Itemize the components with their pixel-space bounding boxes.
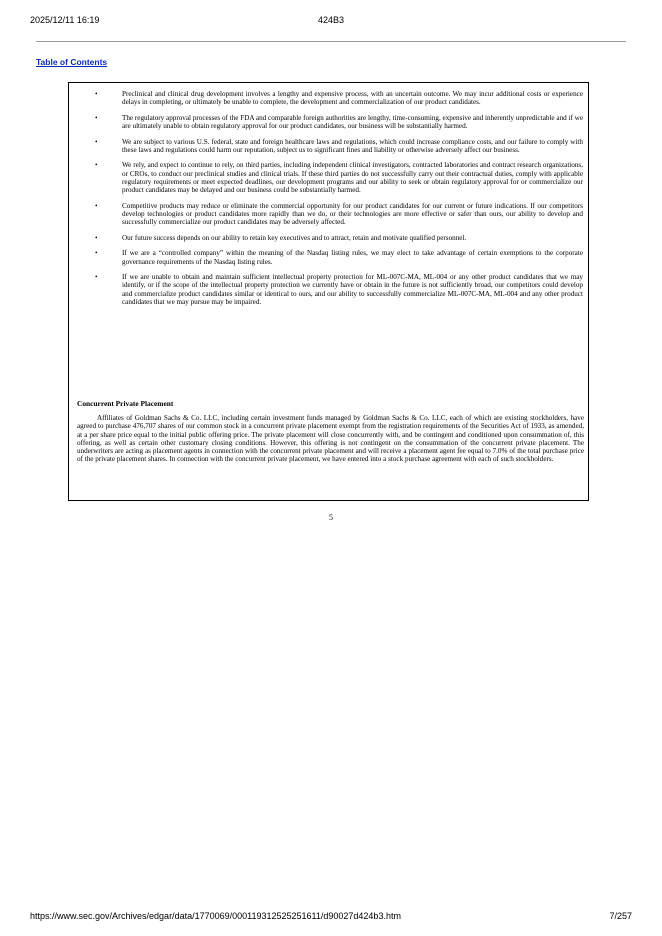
risk-bullet <box>69 161 588 194</box>
risk-bullet <box>69 114 588 131</box>
summary-box <box>68 82 589 501</box>
table-of-contents-link[interactable]: Table of Contents <box>36 57 108 67</box>
risk-bullet <box>69 138 588 155</box>
print-datetime: 2025/12/11 16:19 <box>30 15 100 25</box>
risk-bullet-text: Preclinical and clinical drug development involves a lengthy and expensive process, with an uncertain outcome. We may incur additional costs or experience delays in completing, or ultimately be unable to complete, the development and commercialization of our product candidates. <box>122 90 583 107</box>
risk-bullet <box>69 273 588 306</box>
print-doc-title: 424B3 <box>317 15 345 25</box>
page-number: 5 <box>329 513 333 522</box>
bullet-icon: • <box>95 90 98 98</box>
risk-bullet-text: We rely, and expect to continue to rely, on third parties, including independent clinical investigators, contracted laboratories and contract research organizations, or CROs, to conduct our preclinical studies and clinical trials. If these third parties do not successfully carry out their contractual duties, comply with applicable regulatory requirements or meet expected deadlines, our development programs and our ability to seek or obtain regulatory approval for or commercialize our product candidates may be delayed and our business could be substantially harmed. <box>122 161 583 195</box>
risk-bullet-text: If we are unable to obtain and maintain sufficient intellectual property protection for ML-007C-MA, ML-004 or any other product candidates that we may identify, or if the scope of the intellectual property protection we currently have or obtain in the future is not sufficiently broad, our competitors could develop and commercialize product candidates similar or identical to ours, and our ability to successfully commercialize ML-007C-MA, ML-004 and any other product candidates that we may pursue may be impaired. <box>122 273 583 306</box>
risk-bullet <box>69 202 588 227</box>
bullet-icon: • <box>95 249 98 258</box>
bullet-icon: • <box>95 113 98 122</box>
bullet-icon: • <box>95 273 98 282</box>
print-url: https://www.sec.gov/Archives/edgar/data/1770069/000119312525251611/d90027d424b3.htm <box>30 911 401 921</box>
print-page-count: 7/257 <box>609 911 632 921</box>
header-divider <box>36 41 626 42</box>
section-paragraph: Affiliates of Goldman Sachs & Co. LLC, including certain investment funds managed by Goldman Sachs & Co. LLC, each of which are existing stockholders, have agreed to purchase 476,707 shares of our common stock in a concurrent private placement exempt from the registration requirements of the Securities Act of 1933, as amended, at a per share price equal to the initial public offering price. The private placement will close concurrently with, and be contingent and conditioned upon consummation of, this offering, as well as certain other customary closing conditions. However, this offering is not contingent on the consummation of the concurrent private placement. The underwriters are acting as placement agents in connection with the concurrent private placement and will receive a placement agent fee equal to 7.0% of the total purchase price of the private placement shares. In connection with the concurrent private placement, we have entered into a stock purchase agreement with each of such stockholders. <box>77 414 584 464</box>
risk-bullet-text: If we are a “controlled company” within the meaning of the Nasdaq listing rules, we may elect to take advantage of certain exemptions to the corporate governance requirements of the Nasdaq listing rules. <box>122 249 583 266</box>
risk-bullet-text: We are subject to various U.S. federal, state and foreign healthcare laws and regulations, which could increase compliance costs, and our failure to comply with these laws and regulations could harm our reputation, subject us to significant fines and liability or otherwise adversely affect our business. <box>122 137 583 154</box>
risk-factor-list <box>69 90 588 313</box>
risk-bullet-text: Competitive products may reduce or eliminate the commercial opportunity for our product candidates for our current or future indications. If our competitors develop technologies or product candidates more rapidly than we do, or their technologies are more effective or safer than ours, our ability to develop and successfully commercialize our product candidates may be adversely affected. <box>122 201 583 227</box>
risk-bullet-text: The regulatory approval processes of the FDA and comparable foreign authorities are lengthy, time-consuming, expensive and inherently unpredictable and if we are ultimately unable to obtain regulatory approval for our product candidates, our business will be substantially harmed. <box>122 113 583 131</box>
bullet-icon: • <box>95 137 98 146</box>
risk-bullet <box>69 249 588 266</box>
section-heading: Concurrent Private Placement <box>77 399 174 408</box>
risk-bullet <box>69 90 588 107</box>
risk-bullet <box>69 234 588 242</box>
risk-bullet-text: Our future success depends on our ability to retain key executives and to attract, retain and motivate qualified personnel. <box>122 233 467 242</box>
bullet-icon: • <box>95 233 98 242</box>
bullet-icon: • <box>95 161 98 170</box>
bullet-icon: • <box>95 201 98 210</box>
